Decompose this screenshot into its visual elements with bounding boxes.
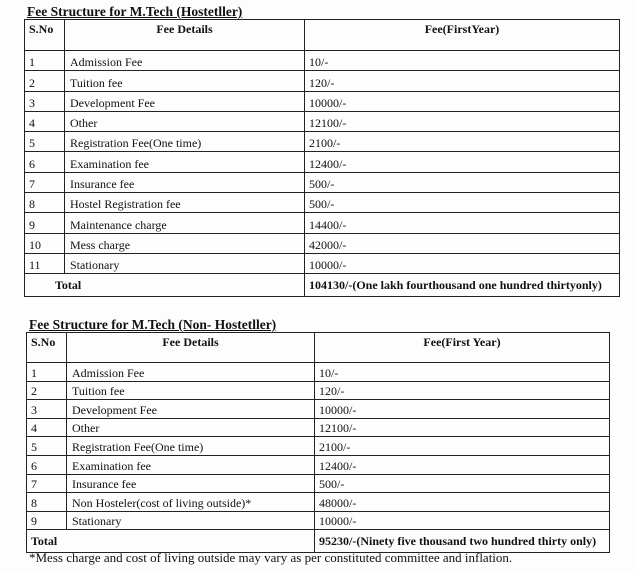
total-value: 104130/-(One lakh fourthousand one hundred thirtyonly): [305, 274, 620, 297]
fee-detail-cell: Other: [67, 418, 315, 437]
table-row: [27, 418, 610, 437]
fee-detail-cell: Stationary: [65, 253, 305, 273]
fee-amount-cell: 500/-: [305, 193, 620, 213]
table-row: [27, 455, 610, 474]
fee-amount-cell: 12400/-: [305, 152, 620, 172]
table-row: [27, 511, 610, 530]
total-label: Total: [25, 274, 305, 297]
hostel-fee-title: Fee Structure for M.Tech (Hostetller): [27, 4, 243, 19]
nonhostel-fee-table: [26, 332, 610, 553]
nonhostel-fee-title: Fee Structure for M.Tech (Non- Hostetller): [29, 317, 277, 332]
table-row: [25, 111, 620, 131]
fee-details-header: Fee Details: [65, 20, 305, 51]
sno-header: S.No: [25, 20, 65, 51]
table-header-row: [27, 333, 610, 363]
sno-cell: 7: [27, 474, 67, 493]
sno-cell: 4: [27, 418, 67, 437]
fee-amount-cell: 14400/-: [305, 213, 620, 233]
table-row: [25, 152, 620, 172]
total-label: Total: [27, 530, 315, 553]
sno-cell: 2: [25, 71, 65, 91]
table-row: [27, 474, 610, 493]
fee-amount-cell: 48000/-: [315, 493, 610, 512]
fee-header: Fee(FirstYear): [305, 20, 620, 51]
fee-amount-cell: 120/-: [315, 381, 610, 400]
fee-amount-cell: 12100/-: [305, 111, 620, 131]
table-row: [25, 132, 620, 152]
sno-cell: 1: [27, 363, 67, 382]
table-row: [25, 193, 620, 213]
table-row: [25, 233, 620, 253]
nonhostel-fee-section: [26, 317, 610, 553]
table-row: [27, 437, 610, 456]
fee-detail-cell: Admission Fee: [65, 51, 305, 71]
fee-detail-cell: Insurance fee: [65, 172, 305, 192]
fee-amount-cell: 10000/-: [315, 511, 610, 530]
fee-detail-cell: Examination fee: [67, 455, 315, 474]
fee-detail-cell: Examination fee: [65, 152, 305, 172]
fee-amount-cell: 12100/-: [315, 418, 610, 437]
total-row: [25, 274, 620, 297]
sno-cell: 3: [27, 400, 67, 419]
table-row: [25, 172, 620, 192]
fee-amount-cell: 10/-: [305, 51, 620, 71]
fee-amount-cell: 10000/-: [305, 91, 620, 111]
fee-detail-cell: Maintenance charge: [65, 213, 305, 233]
table-row: [27, 493, 610, 512]
fee-amount-cell: 2100/-: [305, 132, 620, 152]
fee-detail-cell: Non Hosteler(cost of living outside)*: [67, 493, 315, 512]
fee-detail-cell: Registration Fee(One time): [67, 437, 315, 456]
table-row: [25, 51, 620, 71]
sno-cell: 5: [25, 132, 65, 152]
fee-amount-cell: 10000/-: [305, 253, 620, 273]
table-header-row: [25, 20, 620, 51]
sno-cell: 2: [27, 381, 67, 400]
table-row: [27, 400, 610, 419]
footnote: *Mess charge and cost of living outside may vary as per constituted committee and inflation.: [29, 550, 513, 565]
sno-header: S.No: [27, 333, 67, 363]
fee-detail-cell: Stationary: [67, 511, 315, 530]
table-row: [25, 253, 620, 273]
sno-cell: 11: [25, 253, 65, 273]
sno-cell: 10: [25, 233, 65, 253]
sno-cell: 4: [25, 111, 65, 131]
fee-detail-cell: Hostel Registration fee: [65, 193, 305, 213]
fee-detail-cell: Insurance fee: [67, 474, 315, 493]
fee-amount-cell: 12400/-: [315, 455, 610, 474]
fee-amount-cell: 10/-: [315, 363, 610, 382]
hostel-fee-table: [24, 19, 620, 297]
hostel-fee-section: [24, 4, 620, 297]
fee-header: Fee(First Year): [315, 333, 610, 363]
sno-cell: 7: [25, 172, 65, 192]
fee-amount-cell: 10000/-: [315, 400, 610, 419]
table-row: [25, 213, 620, 233]
fee-details-header: Fee Details: [67, 333, 315, 363]
table-row: [27, 363, 610, 382]
table-row: [25, 71, 620, 91]
fee-amount-cell: 500/-: [315, 474, 610, 493]
fee-detail-cell: Tuition fee: [67, 381, 315, 400]
fee-amount-cell: 120/-: [305, 71, 620, 91]
fee-detail-cell: Mess charge: [65, 233, 305, 253]
fee-detail-cell: Registration Fee(One time): [65, 132, 305, 152]
table-row: [27, 381, 610, 400]
sno-cell: 8: [25, 193, 65, 213]
sno-cell: 9: [27, 511, 67, 530]
sno-cell: 1: [25, 51, 65, 71]
fee-detail-cell: Development Fee: [67, 400, 315, 419]
fee-amount-cell: 500/-: [305, 172, 620, 192]
fee-amount-cell: 2100/-: [315, 437, 610, 456]
fee-detail-cell: Admission Fee: [67, 363, 315, 382]
sno-cell: 6: [25, 152, 65, 172]
sno-cell: 6: [27, 455, 67, 474]
fee-detail-cell: Development Fee: [65, 91, 305, 111]
fee-detail-cell: Other: [65, 111, 305, 131]
sno-cell: 9: [25, 213, 65, 233]
total-value: 95230/-(Ninety five thousand two hundred thirty only): [315, 530, 610, 553]
fee-amount-cell: 42000/-: [305, 233, 620, 253]
sno-cell: 8: [27, 493, 67, 512]
sno-cell: 3: [25, 91, 65, 111]
sno-cell: 5: [27, 437, 67, 456]
fee-detail-cell: Tuition fee: [65, 71, 305, 91]
table-row: [25, 91, 620, 111]
